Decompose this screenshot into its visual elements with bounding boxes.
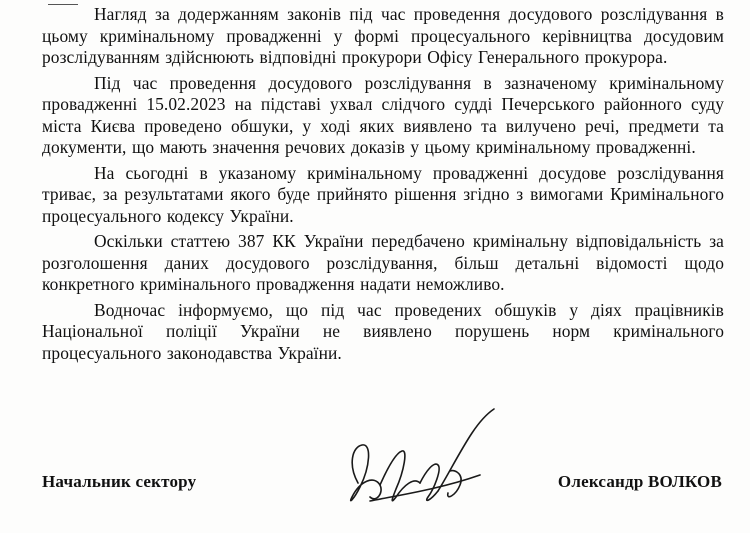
paragraph-searches: Під час проведення досудового розслідування в зазначеному кримінальному провадженні 15.02.2023 на підставі ухвал слідчого судді Печерського районного суду міста Києва проведено обшуки, у ході яких виявлено та вилучено речі, предмети та документи, що мають значення речових доказів у цьому кримінальному провадженні. <box>42 72 724 157</box>
paragraph-no-violations: Водночас інформуємо, що під час проведених обшуків у діях працівників Національної поліції України не виявлено порушень норм кримінального процесуального законодавства України. <box>42 299 724 363</box>
letter-body <box>42 4 724 368</box>
paragraph-ongoing: На сьогодні в указаному кримінальному провадженні досудове розслідування триває, за результатами якого буде прийнято рішення згідно з вимогами Кримінального процесуального кодексу України. <box>42 162 724 226</box>
handwritten-signature <box>330 405 520 520</box>
paragraph-supervision: Нагляд за додержанням законів під час проведення досудового розслідування в цьому кримінальному провадженні у формі процесуального керівництва досудовим розслідуванням здійснюють відповідні прокурори Офісу Генерального прокурора. <box>42 4 724 67</box>
signatory-title: Начальник сектору <box>42 472 197 491</box>
signatory-name: Олександр ВОЛКОВ <box>557 472 722 491</box>
signature-block <box>42 472 724 502</box>
paragraph-disclosure: Оскільки статтею 387 КК України передбачено кримінальну відповідальність за розголошення даних досудового розслідування, більш детальні відомості щодо конкретного кримінального провадження надати неможливо. <box>42 231 724 294</box>
